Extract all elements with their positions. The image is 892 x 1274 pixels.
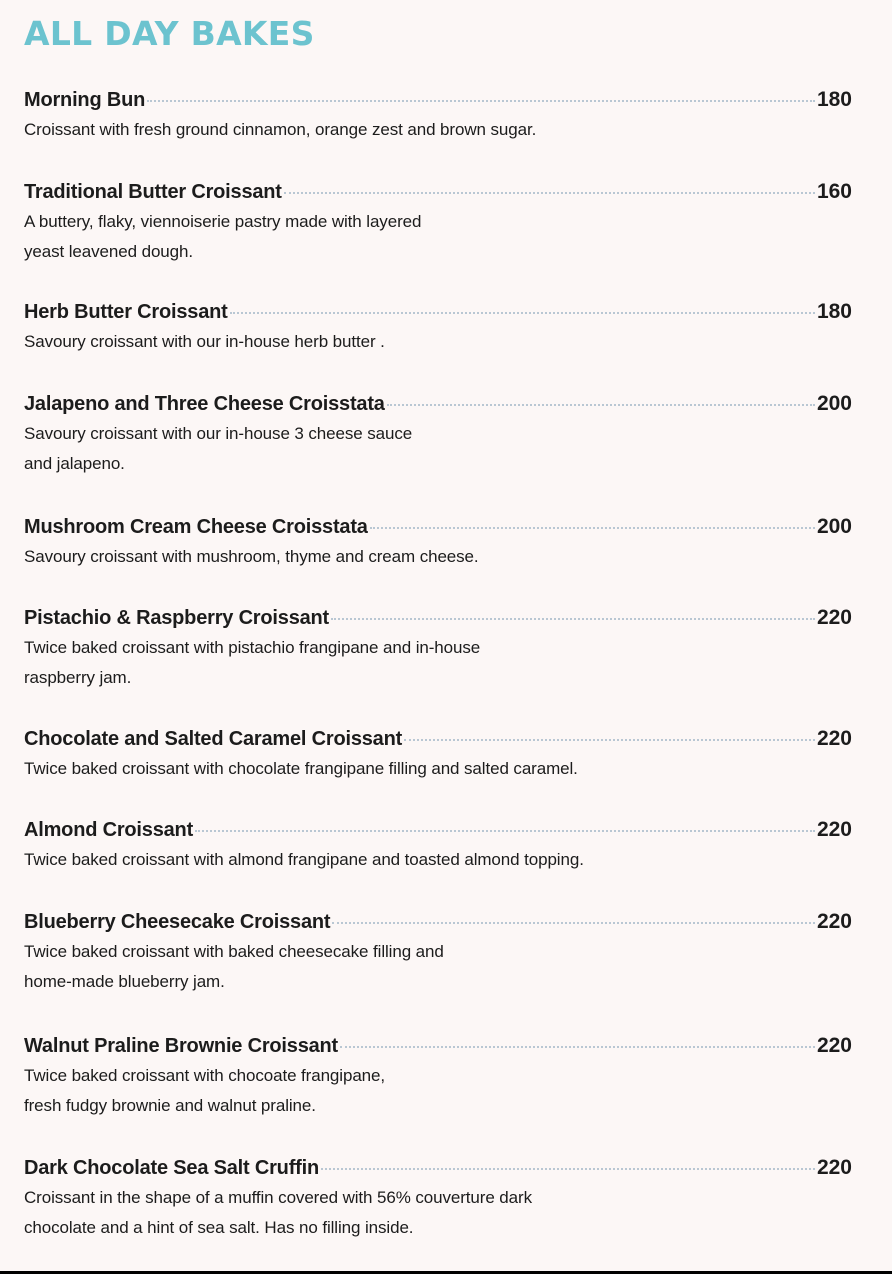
description-line: fresh fudgy brownie and walnut praline. [24, 1096, 316, 1115]
menu-item-price: 180 [816, 88, 852, 111]
menu-item [24, 910, 852, 997]
menu-item-header [24, 515, 852, 541]
description-line: Twice baked croissant with chocolate frangipane filling and salted caramel. [24, 759, 578, 778]
description-line: A buttery, flaky, viennoiserie pastry made with layered [24, 212, 422, 231]
description-line: raspberry jam. [24, 668, 132, 687]
menu-item-header [24, 180, 852, 206]
menu-item-header [24, 910, 852, 936]
leader-dots [230, 312, 815, 314]
menu-item-description [24, 937, 852, 997]
menu-item-price: 220 [816, 910, 852, 933]
menu-item [24, 300, 852, 357]
menu-item-name: Almond Croissant [24, 819, 194, 841]
menu-item [24, 818, 852, 875]
description-line: and jalapeno. [24, 454, 125, 473]
leader-dots [284, 192, 815, 194]
menu-item [24, 727, 852, 784]
leader-dots [332, 922, 815, 924]
menu-item [24, 1034, 852, 1121]
menu-item-price: 220 [816, 606, 852, 629]
menu-item-description [24, 327, 852, 357]
description-line: yeast leavened dough. [24, 242, 193, 261]
menu-item-description [24, 207, 852, 267]
menu-item-price: 220 [816, 818, 852, 841]
description-line: Savoury croissant with our in-house 3 cheese sauce [24, 424, 413, 443]
menu-item-header [24, 392, 852, 418]
menu-item-name: Dark Chocolate Sea Salt Cruffin [24, 1157, 319, 1179]
menu-item [24, 180, 852, 267]
menu-item-name: Morning Bun [24, 89, 146, 111]
menu-item-name: Pistachio & Raspberry Croissant [24, 607, 330, 629]
menu-item-name: Traditional Butter Croissant [24, 181, 282, 203]
description-line: Twice baked croissant with almond frangipane and toasted almond topping. [24, 850, 584, 869]
menu-item-description [24, 1183, 852, 1243]
menu-item-description [24, 845, 852, 875]
menu-item-price: 200 [816, 515, 852, 538]
menu-item-name: Walnut Praline Brownie Croissant [24, 1035, 339, 1057]
menu-item-name: Jalapeno and Three Cheese Croisstata [24, 393, 385, 415]
menu-item-price: 220 [816, 1034, 852, 1057]
menu-item-header [24, 606, 852, 632]
leader-dots [340, 1046, 815, 1048]
menu-item-price: 160 [816, 180, 852, 203]
menu-item-header [24, 1156, 852, 1182]
menu-item-header [24, 818, 852, 844]
menu-item-header [24, 88, 852, 114]
menu-title: ALL DAY BAKES [24, 14, 315, 53]
leader-dots [331, 618, 815, 620]
menu-item-description [24, 419, 852, 479]
menu-item [24, 1156, 852, 1243]
leader-dots [195, 830, 815, 832]
menu-item-name: Herb Butter Croissant [24, 301, 228, 323]
leader-dots [404, 739, 815, 741]
leader-dots [147, 100, 815, 102]
menu-item-header [24, 1034, 852, 1060]
menu-item [24, 88, 852, 145]
menu-item-price: 220 [816, 727, 852, 750]
leader-dots [387, 404, 815, 406]
description-line: Croissant in the shape of a muffin covered with 56% couverture dark [24, 1188, 532, 1207]
menu-item-header [24, 727, 852, 753]
leader-dots [321, 1168, 815, 1170]
menu-item [24, 515, 852, 572]
description-line: Savoury croissant with our in-house herb butter . [24, 332, 385, 351]
menu-item-price: 220 [816, 1156, 852, 1179]
menu-item-description [24, 754, 852, 784]
menu-item-price: 200 [816, 392, 852, 415]
menu-item [24, 392, 852, 479]
leader-dots [370, 527, 815, 529]
description-line: Twice baked croissant with chocoate frangipane, [24, 1066, 386, 1085]
menu-item-name: Mushroom Cream Cheese Croisstata [24, 516, 368, 538]
description-line: Twice baked croissant with pistachio frangipane and in-house [24, 638, 481, 657]
description-line: chocolate and a hint of sea salt. Has no filling inside. [24, 1218, 414, 1237]
description-line: Twice baked croissant with baked cheesecake filling and [24, 942, 444, 961]
menu-item-description [24, 1061, 852, 1121]
menu-item [24, 606, 852, 693]
menu-item-price: 180 [816, 300, 852, 323]
menu-item-name: Chocolate and Salted Caramel Croissant [24, 728, 403, 750]
description-line: Croissant with fresh ground cinnamon, orange zest and brown sugar. [24, 120, 537, 139]
menu-item-name: Blueberry Cheesecake Croissant [24, 911, 331, 933]
menu-item-header [24, 300, 852, 326]
description-line: home-made blueberry jam. [24, 972, 225, 991]
menu-item-description [24, 633, 852, 693]
menu-item-description [24, 115, 852, 145]
description-line: Savoury croissant with mushroom, thyme and cream cheese. [24, 547, 479, 566]
menu-item-description [24, 542, 852, 572]
